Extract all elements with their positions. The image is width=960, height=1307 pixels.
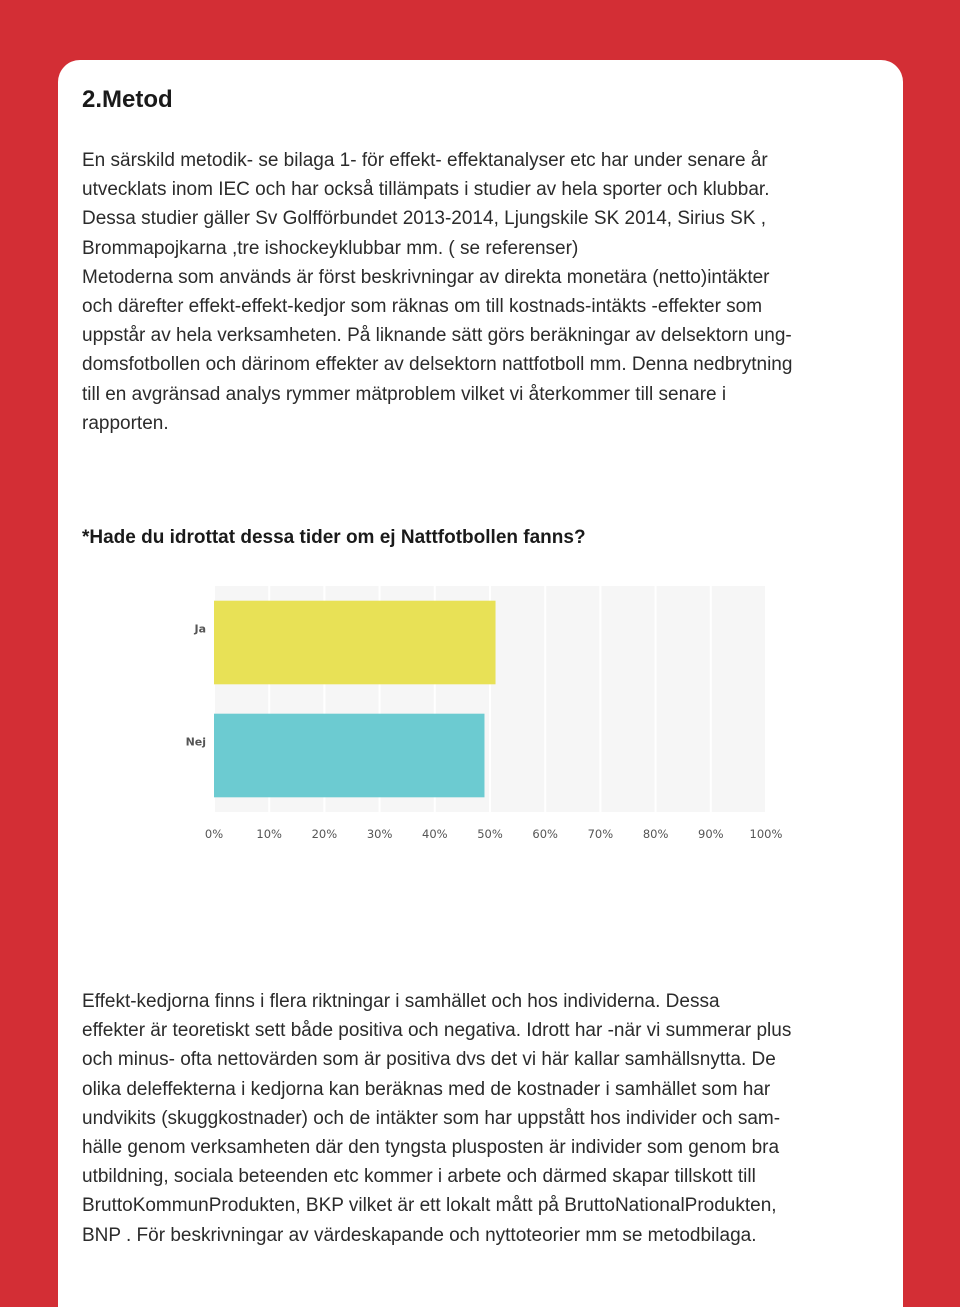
x-tick-label: 80%: [642, 827, 669, 841]
effects-paragraph: [82, 987, 882, 1250]
bar-ja: [214, 601, 496, 685]
text-line: domsfotbollen och därinom effekter av delsektorn nattfotboll mm. Denna nedbrytning: [82, 354, 793, 376]
text-line: uppstår av hela verksamheten. På liknande sätt görs beräkningar av delsektorn ung-: [82, 325, 792, 347]
text-line: utbildning, sociala beteenden etc kommer i arbete och därmed skapar tillskott till: [82, 1166, 756, 1188]
text-line: undvikits (skuggkostnader) och de intäkter som har uppstått hos individer och sam-: [82, 1107, 781, 1129]
x-tick-label: 100%: [749, 827, 783, 841]
text-line: hälle genom verksamheten där den tyngsta plusposten är individer som genom bra: [82, 1137, 780, 1159]
x-tick-label: 30%: [366, 827, 393, 841]
text-line: rapporten.: [82, 412, 169, 434]
text-line: BruttoKommunProdukten, BKP vilket är ett lokalt mått på BruttoNationalProdukten,: [82, 1195, 777, 1217]
x-tick-label: 70%: [587, 827, 614, 841]
x-tick-label: 40%: [422, 827, 448, 841]
text-line: och minus- ofta nettovärden som är positiva dvs det vi här kallar samhällsnytta. De: [82, 1049, 776, 1071]
category-label: Ja: [194, 622, 206, 636]
document-page: [58, 60, 903, 1307]
survey-bar-chart: [176, 582, 783, 862]
x-tick-label: 60%: [532, 827, 558, 841]
text-line: En särskild metodik- se bilaga 1- för effekt- effektanalyser etc har under senare år: [82, 150, 768, 171]
x-tick-label: 20%: [311, 827, 338, 841]
survey-question: *Hade du idrottat dessa tider om ej Nattfotbollen fanns?: [82, 527, 586, 548]
text-line: effekter är teoretiskt sett både positiva och negativa. Idrott har -när vi summerar plus: [82, 1020, 792, 1042]
text-line: Metoderna som används är först beskrivningar av direkta monetära (netto)intäkter: [82, 266, 770, 288]
bar-chart-svg: [176, 582, 783, 862]
x-tick-label: 50%: [477, 827, 503, 841]
bar-nej: [214, 714, 484, 798]
intro-paragraph: [82, 146, 882, 438]
text-line: Effekt-kedjorna finns i flera riktningar i samhället och hos individerna. Dessa: [82, 991, 720, 1012]
text-line: Dessa studier gäller Sv Golfförbundet 2013-2014, Ljungskile SK 2014, Sirius SK ,: [82, 208, 767, 230]
x-tick-label: 0%: [204, 827, 224, 841]
text-line: olika deleffekterna i kedjorna kan beräknas med de kostnader i samhället som har: [82, 1078, 771, 1100]
x-tick-label: 90%: [698, 827, 724, 841]
text-line: Brommapojkarna ,tre ishockeyklubbar mm. ( se referenser): [82, 237, 579, 259]
x-tick-label: 10%: [256, 827, 282, 841]
text-line: BNP . För beskrivningar av värdeskapande och nyttoteorier mm se metodbilaga.: [82, 1224, 757, 1246]
text-line: utvecklats inom IEC och har också tillämpats i studier av hela sporter och klubbar.: [82, 179, 770, 201]
text-line: och därefter effekt-effekt-kedjor som räknas om till kostnads-intäkts -effekter som: [82, 296, 763, 318]
section-heading: 2.Metod: [82, 86, 173, 113]
category-label: Nej: [185, 735, 206, 749]
text-line: till en avgränsad analys rymmer mätproblem vilket vi återkommer till senare i: [82, 383, 727, 405]
